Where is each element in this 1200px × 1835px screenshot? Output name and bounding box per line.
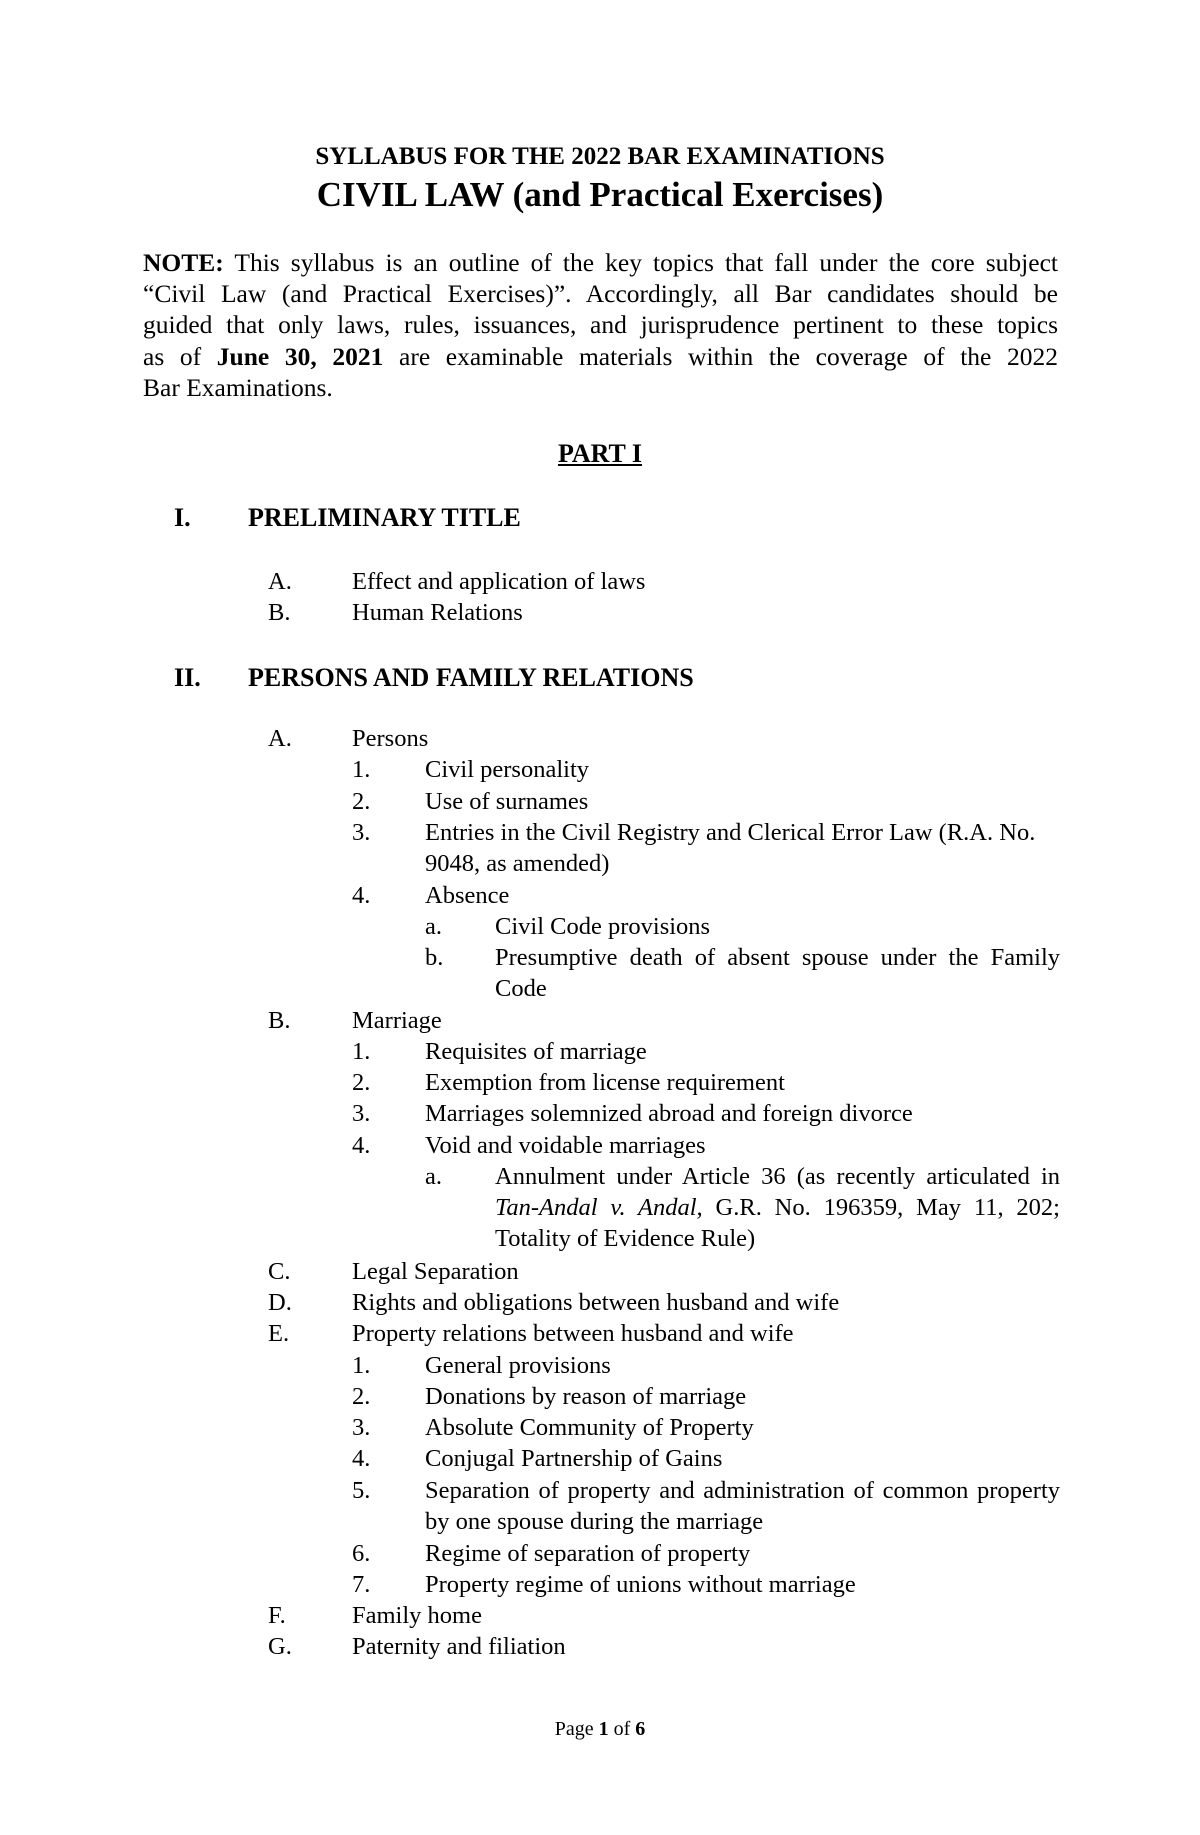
item-label: 2.: [352, 1383, 371, 1410]
item-text: Effect and application of laws: [352, 568, 646, 595]
item-text: [495, 1161, 1060, 1254]
note-text-line-2: “Civil Law (and Practical Exercises)”. Accordingly, all Bar candidates should be: [143, 279, 1058, 309]
item-label: a.: [425, 1163, 442, 1190]
item-text: Property relations between husband and wife: [352, 1320, 794, 1347]
of-word: of: [608, 1718, 636, 1740]
item-text-start: Annulment under Article 36 (as recently articulated in: [495, 1163, 1060, 1190]
item-text: Marriage: [352, 1007, 442, 1034]
syllabus-heading: SYLLABUS FOR THE 2022 BAR EXAMINATIONS: [315, 143, 885, 170]
item-text: Requisites of marriage: [425, 1038, 647, 1065]
item-text: Exemption from license requirement: [425, 1069, 785, 1096]
section-title: PRELIMINARY TITLE: [248, 503, 521, 532]
item-text: Void and voidable marriages: [425, 1132, 706, 1159]
note-text-line-4-start: as of: [143, 341, 217, 371]
page-number: 1: [598, 1718, 609, 1740]
item-label: 3.: [352, 819, 371, 846]
section-number: II.: [174, 663, 201, 692]
item-label: 3.: [352, 1100, 371, 1127]
item-label: D.: [268, 1289, 292, 1316]
item-text: Civil Code provisions: [495, 913, 711, 940]
item-text: Use of surnames: [425, 788, 589, 815]
item-text: Rights and obligations between husband and wife: [352, 1289, 840, 1316]
item-label: G.: [268, 1633, 292, 1660]
item-text: Family home: [352, 1602, 482, 1629]
item-text: General provisions: [425, 1352, 611, 1379]
page-footer: [0, 1718, 1200, 1741]
item-text: Separation of property and administration of common property by one spouse during the marriage: [425, 1477, 1060, 1535]
item-text: Absolute Community of Property: [425, 1414, 754, 1441]
note-label: NOTE:: [143, 248, 224, 277]
item-label: 3.: [352, 1414, 371, 1441]
part-title: PART I: [557, 439, 643, 468]
item-label: 4.: [352, 1445, 371, 1472]
section-title: PERSONS AND FAMILY RELATIONS: [248, 663, 694, 692]
item-label: B.: [268, 1007, 291, 1034]
item-text: Entries in the Civil Registry and Clerical Error Law (R.A. No. 9048, as amended): [425, 819, 1036, 877]
item-label: 7.: [352, 1571, 371, 1598]
item-text: Human Relations: [352, 599, 523, 626]
item-label: C.: [268, 1258, 291, 1285]
item-text: Legal Separation: [352, 1258, 519, 1285]
item-label: b.: [425, 944, 444, 971]
note-paragraph: [143, 247, 1058, 403]
item-text: Donations by reason of marriage: [425, 1383, 747, 1410]
note-text-line-3: guided that only laws, rules, issuances, and jurisprudence pertinent to these topics: [143, 310, 1058, 340]
item-label: A.: [268, 725, 292, 752]
item-label: E.: [268, 1320, 290, 1347]
item-label: 2.: [352, 788, 371, 815]
item-text: Absence: [425, 882, 510, 909]
note-text-line-5: Bar Examinations.: [143, 372, 333, 402]
section-number: I.: [174, 503, 191, 532]
note-text-line-4-end: are examinable materials within the coverage of the 2022: [383, 341, 1058, 371]
item-text: Regime of separation of property: [425, 1540, 751, 1567]
item-label: 6.: [352, 1540, 371, 1567]
item-label: a.: [425, 913, 442, 940]
item-text-end: G.R. No. 196359, May 11, 202; Totality of Evidence Rule): [495, 1194, 1060, 1252]
item-text: Paternity and filiation: [352, 1633, 566, 1660]
item-label: B.: [268, 599, 291, 626]
note-text-line-1: This syllabus is an outline of the key topics that fall under the core subject: [223, 248, 1058, 277]
item-text: Conjugal Partnership of Gains: [425, 1445, 723, 1472]
item-text: Civil personality: [425, 756, 589, 783]
item-label: 1.: [352, 1352, 371, 1379]
subject-title: CIVIL LAW (and Practical Exercises): [316, 175, 884, 214]
item-label: 5.: [352, 1477, 371, 1504]
item-text: Property regime of unions without marriage: [425, 1571, 856, 1598]
item-text: Presumptive death of absent spouse under the Family Code: [495, 944, 1060, 1002]
case-name: Tan-Andal v. Andal,: [495, 1194, 703, 1221]
item-label: 1.: [352, 756, 371, 783]
item-label: F.: [268, 1602, 286, 1629]
page-word: Page: [554, 1718, 599, 1740]
item-text: Persons: [352, 725, 429, 752]
item-text: Marriages solemnized abroad and foreign divorce: [425, 1100, 913, 1127]
item-label: A.: [268, 568, 292, 595]
note-cutoff-date: June 30, 2021: [216, 341, 384, 371]
item-label: 4.: [352, 882, 371, 909]
item-label: 2.: [352, 1069, 371, 1096]
item-label: 4.: [352, 1132, 371, 1159]
item-label: 1.: [352, 1038, 371, 1065]
page-total: 6: [635, 1718, 646, 1740]
